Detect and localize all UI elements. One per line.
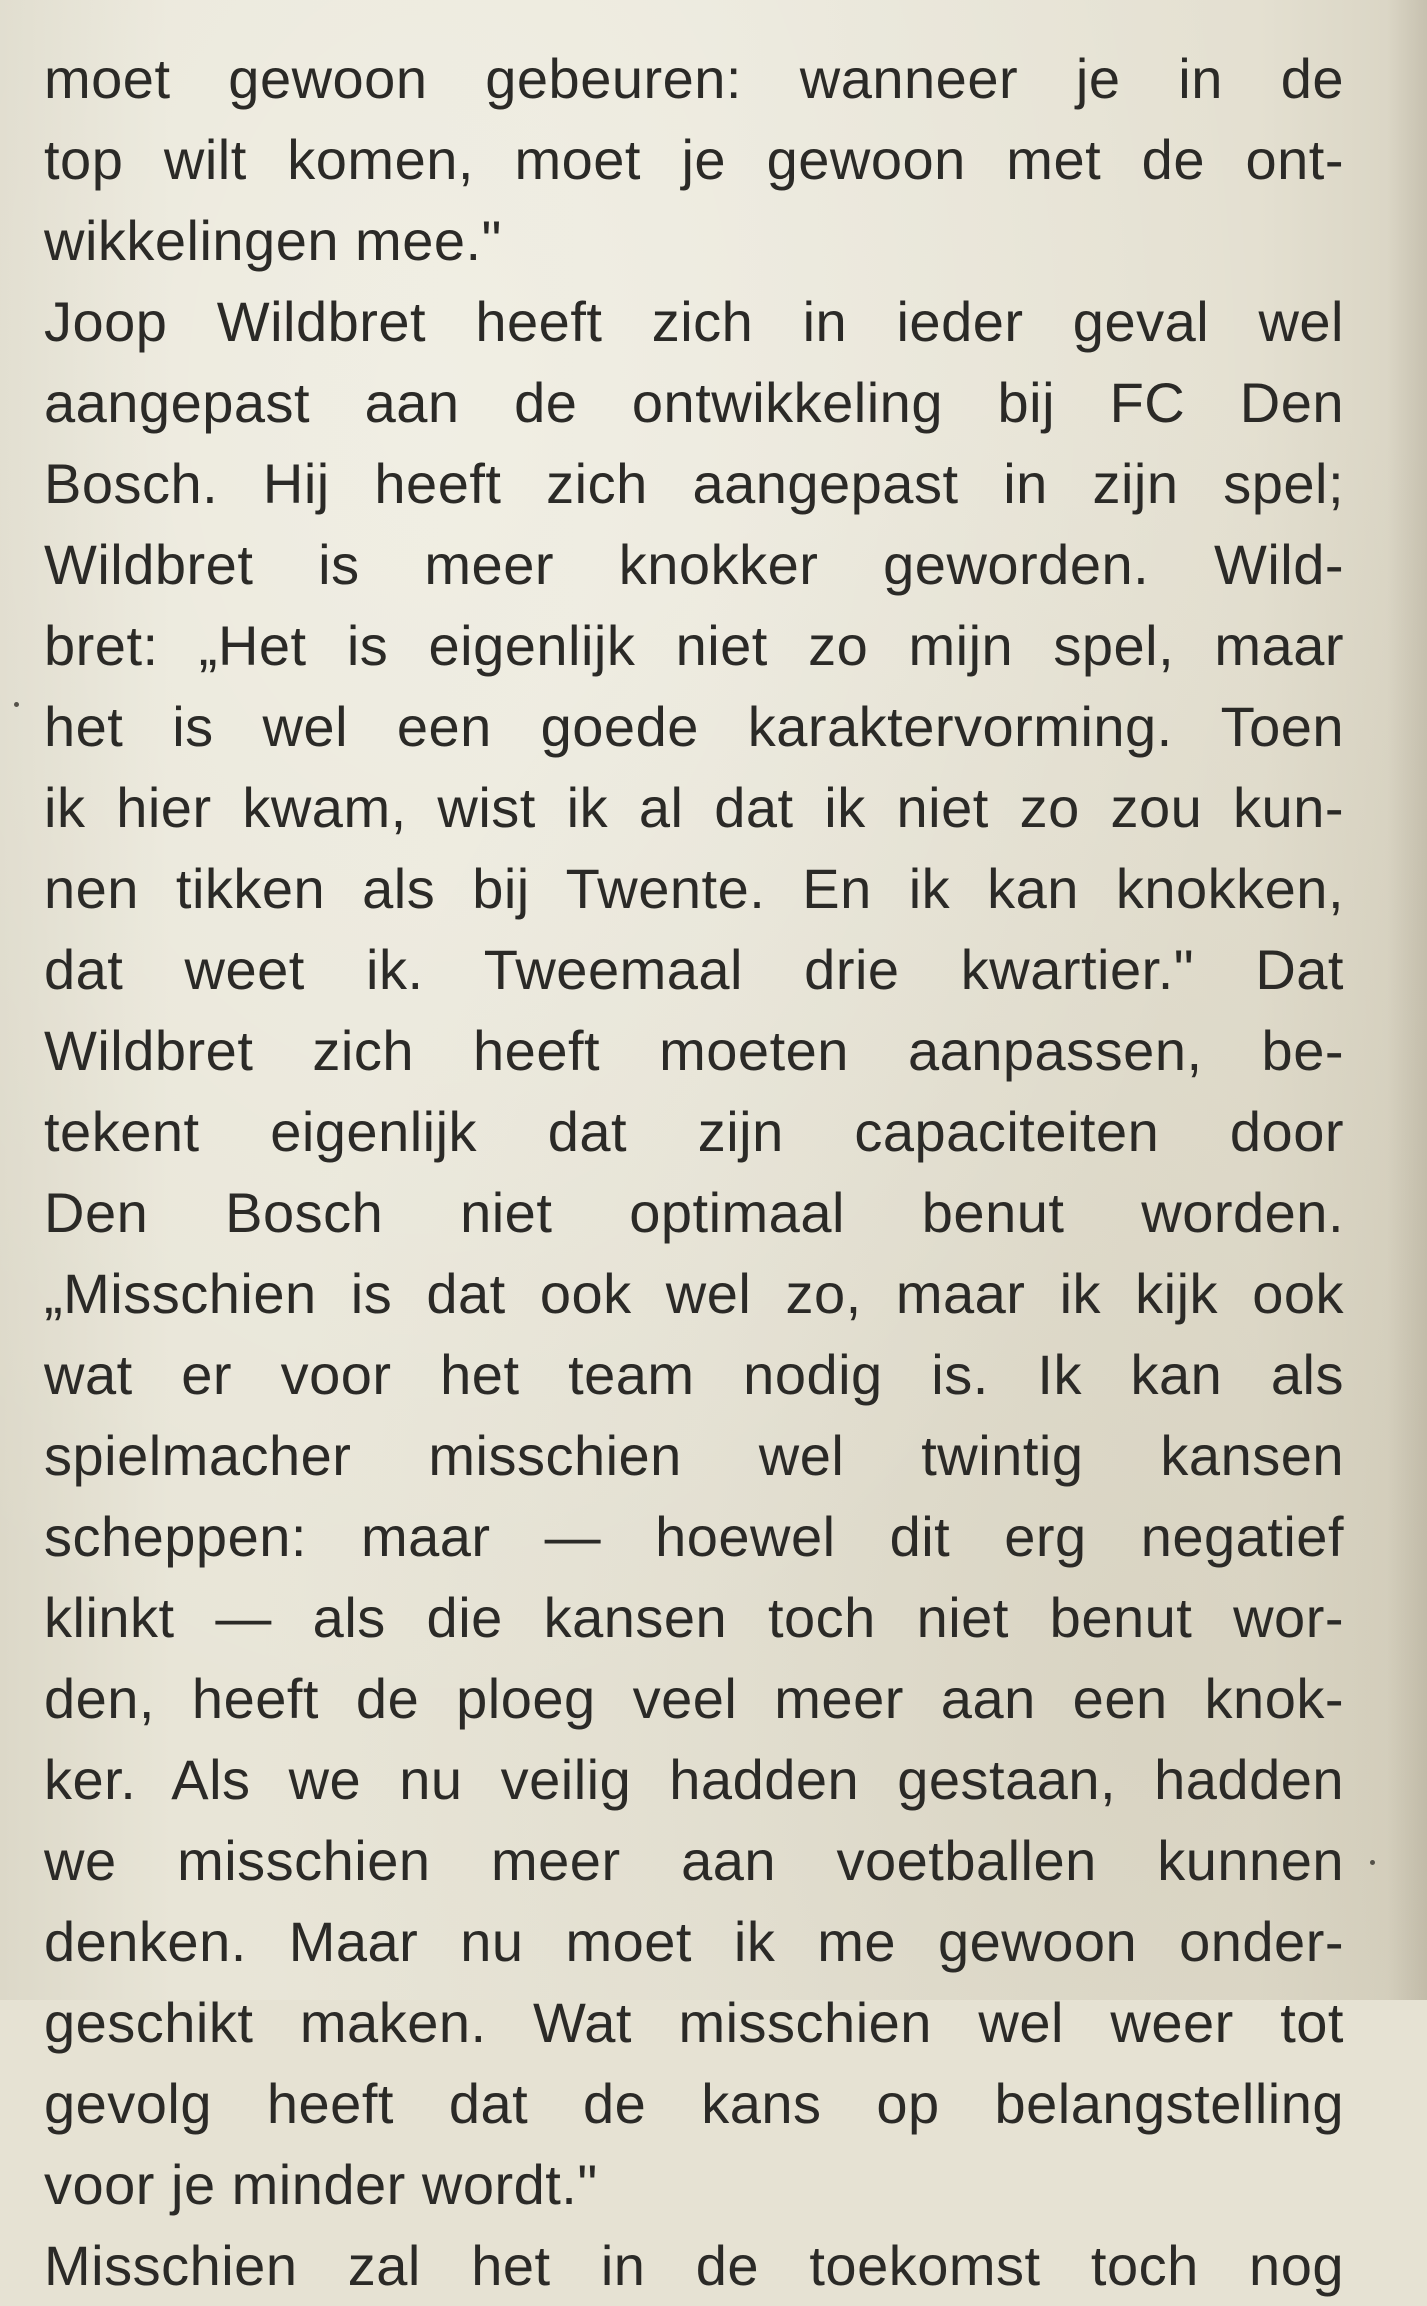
article-line: dat weet ik. Tweemaal drie kwartier." Dat (44, 938, 1344, 1001)
article-line: Wildbret zich heeft moeten aanpassen, be- (44, 1019, 1344, 1082)
article-line: nen tikken als bij Twente. En ik kan knokken, (44, 857, 1344, 920)
article-line: Bosch. Hij heeft zich aangepast in zijn spel; (44, 452, 1344, 515)
article-line: wikkelingen mee." (44, 209, 502, 272)
article-line: moet gewoon gebeuren: wanneer je in de (44, 47, 1344, 110)
article-line: aangepast aan de ontwikkeling bij FC Den (44, 371, 1344, 434)
article-line: Misschien zal het in de toekomst toch nog (44, 2234, 1344, 2297)
article-line: denken. Maar nu moet ik me gewoon onder- (44, 1910, 1344, 1973)
article-line: voor je minder wordt." (44, 2153, 598, 2216)
article-line: top wilt komen, moet je gewoon met de ont- (44, 128, 1344, 191)
article-line: den, heeft de ploeg veel meer aan een knok- (44, 1667, 1344, 1730)
article-line: bret: „Het is eigenlijk niet zo mijn spel, maar (44, 614, 1344, 677)
article-line: we misschien meer aan voetballen kunnen (44, 1829, 1344, 1892)
article-line: klinkt — als die kansen toch niet benut wor- (44, 1586, 1344, 1649)
ink-speck (14, 702, 19, 707)
article-line: scheppen: maar — hoewel dit erg negatief (44, 1505, 1344, 1568)
article-text-column (44, 38, 1344, 2306)
paper-edge-shadow (1387, 0, 1427, 2000)
article-line: Joop Wildbret heeft zich in ieder geval wel (44, 290, 1344, 353)
article-line: „Misschien is dat ook wel zo, maar ik kijk ook (44, 1262, 1344, 1325)
article-line: Den Bosch niet optimaal benut worden. (44, 1181, 1344, 1244)
article-line: het is wel een goede karaktervorming. Toen (44, 695, 1344, 758)
article-line: ik hier kwam, wist ik al dat ik niet zo zou kun- (44, 776, 1344, 839)
article-line: Wildbret is meer knokker geworden. Wild- (44, 533, 1344, 596)
article-line: gevolg heeft dat de kans op belangstelling (44, 2072, 1344, 2135)
article-line: geschikt maken. Wat misschien wel weer tot (44, 1991, 1344, 2054)
article-line: wat er voor het team nodig is. Ik kan als (44, 1343, 1344, 1406)
ink-speck (1370, 1860, 1375, 1865)
article-line: tekent eigenlijk dat zijn capaciteiten door (44, 1100, 1344, 1163)
article-line: ker. Als we nu veilig hadden gestaan, hadden (44, 1748, 1344, 1811)
article-line: spielmacher misschien wel twintig kansen (44, 1424, 1344, 1487)
